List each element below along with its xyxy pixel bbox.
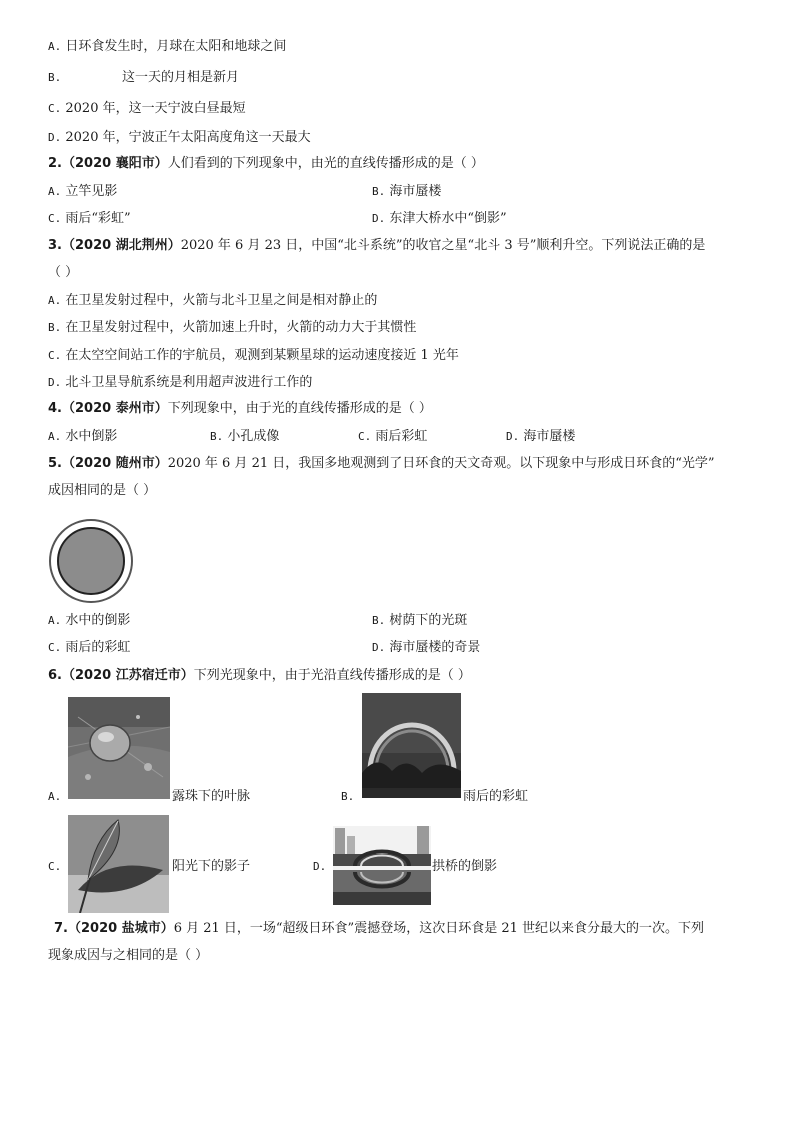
q3-option-c: C. 在太空空间站工作的宇航员，观测到某颗星球的运动速度接近 1 光年: [48, 348, 459, 363]
q6-option-c-label: C.: [48, 860, 62, 873]
dewdrop-leaf-icon: [68, 697, 170, 799]
q3-option-a: A. 在卫星发射过程中，火箭与北斗卫星之间是相对静止的: [48, 293, 378, 308]
option-c: C. 2020 年，这一天宁波白昼最短: [48, 101, 246, 116]
annular-eclipse-icon: [48, 518, 134, 604]
q6-option-b-text: 雨后的彩虹: [463, 789, 529, 804]
arch-bridge-icon: [333, 826, 431, 905]
q2-option-d: D. 东津大桥水中“倒影”: [372, 211, 507, 226]
option-a: A. 日环食发生时，月球在太阳和地球之间: [48, 39, 287, 54]
arch-bridge-photo: [333, 826, 431, 905]
annular-eclipse-figure: [48, 518, 134, 604]
question-7-stem: 7.（2020 盐城市）6 月 21 日，一场“超级日环食”震撼登场，这次日环食是 21 世纪以来食分最大的一次。下列: [54, 921, 705, 936]
q5-option-a: A. 水中的倒影: [48, 613, 131, 628]
leaf-shadow-photo: [68, 815, 169, 913]
q3-option-d: D. 北斗卫星导航系统是利用超声波进行工作的: [48, 375, 313, 390]
question-4-stem: 4.（2020 泰州市）下列现象中，由于光的直线传播形成的是（ ）: [48, 401, 432, 416]
q6-option-a-label: A.: [48, 790, 62, 803]
q5-option-d: D. 海市蜃楼的奇景: [372, 640, 481, 655]
leaf-shadow-icon: [68, 815, 169, 913]
question-2-stem: 2.（2020 襄阳市）人们看到的下列现象中，由光的直线传播形成的是（ ）: [48, 156, 484, 171]
q2-option-a: A. 立竿见影: [48, 184, 118, 199]
q6-option-d-text: 拱桥的倒影: [432, 859, 498, 874]
q4-option-d: D. 海市蜃楼: [506, 429, 576, 444]
q4-option-b: B. 小孔成像: [210, 429, 280, 444]
q6-option-d-label: D.: [313, 860, 327, 873]
question-5-stem: 5.（2020 随州市）2020 年 6 月 21 日，我国多地观测到了日环食的天文奇观。以下现象中与形成日环食的“光学”: [48, 456, 715, 471]
q2-option-c: C. 雨后“彩虹”: [48, 211, 131, 226]
rainbow-icon: [362, 693, 461, 798]
question-5-stem-2: 成因相同的是（ ）: [48, 483, 157, 498]
option-b: B.: [48, 71, 62, 84]
question-3-stem: 3.（2020 湖北荆州）2020 年 6 月 23 日，中国“北斗系统”的收官之星“北斗 3 号”顺利升空。下列说法正确的是: [48, 238, 706, 253]
q4-option-c: C. 雨后彩虹: [358, 429, 428, 444]
q3-option-b: B. 在卫星发射过程中，火箭加速上升时，火箭的动力大于其惯性: [48, 320, 417, 335]
dewdrop-photo: [68, 697, 170, 799]
option-b-text: 这一天的月相是新月: [122, 70, 240, 85]
q2-option-b: B. 海市蜃楼: [372, 184, 442, 199]
q6-option-c-text: 阳光下的影子: [172, 859, 251, 874]
rainbow-photo: [362, 693, 461, 798]
option-d: D. 2020 年，宁波正午太阳高度角这一天最大: [48, 130, 311, 145]
q4-option-a: A. 水中倒影: [48, 429, 118, 444]
question-7-stem-2: 现象成因与之相同的是（ ）: [48, 948, 209, 963]
question-6-stem: 6.（2020 江苏宿迁市）下列光现象中，由于光沿直线传播形成的是（ ）: [48, 668, 471, 683]
q5-option-b: B. 树荫下的光斑: [372, 613, 468, 628]
q5-option-c: C. 雨后的彩虹: [48, 640, 131, 655]
q6-option-a-text: 露珠下的叶脉: [172, 789, 251, 804]
q6-option-b-label: B.: [341, 790, 355, 803]
question-3-stem-2: （ ）: [48, 265, 79, 280]
